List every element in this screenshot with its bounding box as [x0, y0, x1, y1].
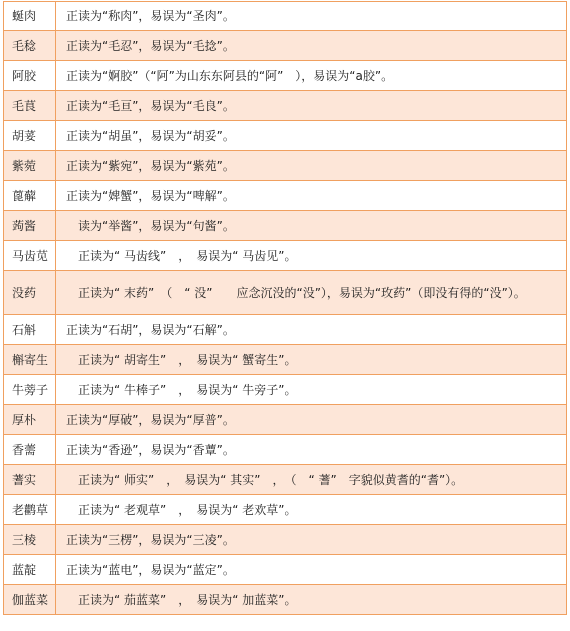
table-row	[4, 315, 567, 345]
pronunciation-note: 正读为“ 师实” ， 易误为“ 其实” ， （ “ 蓍” 字貌似黄耆的“耆”）。	[56, 465, 567, 495]
herb-name: 厚朴	[4, 405, 56, 435]
pronunciation-note: 正读为“紫宛”，易误为“紫苑”。	[56, 151, 567, 181]
pronunciation-note: 正读为“称肉”，易误为“圣肉”。	[56, 2, 567, 31]
table-row	[4, 211, 567, 241]
herb-name: 蓖薢	[4, 181, 56, 211]
table-row	[4, 585, 567, 615]
table-row	[4, 91, 567, 121]
herb-name: 紫菀	[4, 151, 56, 181]
pronunciation-note: 正读为“ 茄蓝菜” ， 易误为“ 加蓝菜”。	[56, 585, 567, 615]
table-row	[4, 465, 567, 495]
herb-name: 毛茛	[4, 91, 56, 121]
table-row	[4, 405, 567, 435]
herb-name: 伽蓝菜	[4, 585, 56, 615]
pronunciation-note: 正读为“ 马齿线” ， 易误为“ 马齿见”。	[56, 241, 567, 271]
table-row	[4, 375, 567, 405]
pronunciation-note: 正读为“ 末药” （ “ 没” 应念沉没的“没”），易误为“玫药”（即没有得的“没”）。	[56, 271, 567, 315]
herb-name: 槲寄生	[4, 345, 56, 375]
table-row	[4, 555, 567, 585]
table-row	[4, 121, 567, 151]
herb-name: 蜒肉	[4, 2, 56, 31]
table-row	[4, 345, 567, 375]
table-row	[4, 181, 567, 211]
table-row	[4, 2, 567, 31]
table-row	[4, 61, 567, 91]
pronunciation-note: 正读为“石胡”，易误为“石解”。	[56, 315, 567, 345]
table-row	[4, 271, 567, 315]
pronunciation-note: 正读为“ 胡寄生” ， 易误为“ 蟹寄生”。	[56, 345, 567, 375]
herb-name: 蓝靛	[4, 555, 56, 585]
herb-name: 牛蒡子	[4, 375, 56, 405]
pronunciation-note: 正读为“蓝电”，易误为“蓝定”。	[56, 555, 567, 585]
pronunciation-note: 正读为“婀胶”（“阿”为山东东阿县的“阿” ），易误为“a胶”。	[56, 61, 567, 91]
pronunciation-note: 读为“举酱”，易误为“句酱”。	[56, 211, 567, 241]
pronunciation-table	[3, 1, 567, 615]
herb-name: 马齿苋	[4, 241, 56, 271]
herb-name: 三棱	[4, 525, 56, 555]
table-row	[4, 525, 567, 555]
table-row	[4, 435, 567, 465]
pronunciation-note: 正读为“三楞”，易误为“三凌”。	[56, 525, 567, 555]
pronunciation-note: 正读为“厚破”，易误为“厚普”。	[56, 405, 567, 435]
pronunciation-note: 正读为“毛忍”，易误为“毛捻”。	[56, 31, 567, 61]
table-row	[4, 31, 567, 61]
pronunciation-note: 正读为“ 牛棒子” ， 易误为“ 牛旁子”。	[56, 375, 567, 405]
table-row	[4, 241, 567, 271]
herb-name: 毛稔	[4, 31, 56, 61]
pronunciation-note: 正读为“婢蟹”，易误为“啤解”。	[56, 181, 567, 211]
herb-name: 蓍实	[4, 465, 56, 495]
herb-name: 阿胶	[4, 61, 56, 91]
pronunciation-note: 正读为“胡虽”，易误为“胡妥”。	[56, 121, 567, 151]
herb-name: 胡荽	[4, 121, 56, 151]
herb-name: 老鹳草	[4, 495, 56, 525]
pronunciation-note: 正读为“香逊”，易误为“香蕈”。	[56, 435, 567, 465]
herb-name: 石斛	[4, 315, 56, 345]
table-row	[4, 151, 567, 181]
pronunciation-note: 正读为“毛亘”，易误为“毛良”。	[56, 91, 567, 121]
herb-name: 蒟酱	[4, 211, 56, 241]
pronunciation-note: 正读为“ 老观草” ， 易误为“ 老欢草”。	[56, 495, 567, 525]
table-body	[4, 2, 567, 615]
herb-name: 香薷	[4, 435, 56, 465]
herb-name: 没药	[4, 271, 56, 315]
table-row	[4, 495, 567, 525]
